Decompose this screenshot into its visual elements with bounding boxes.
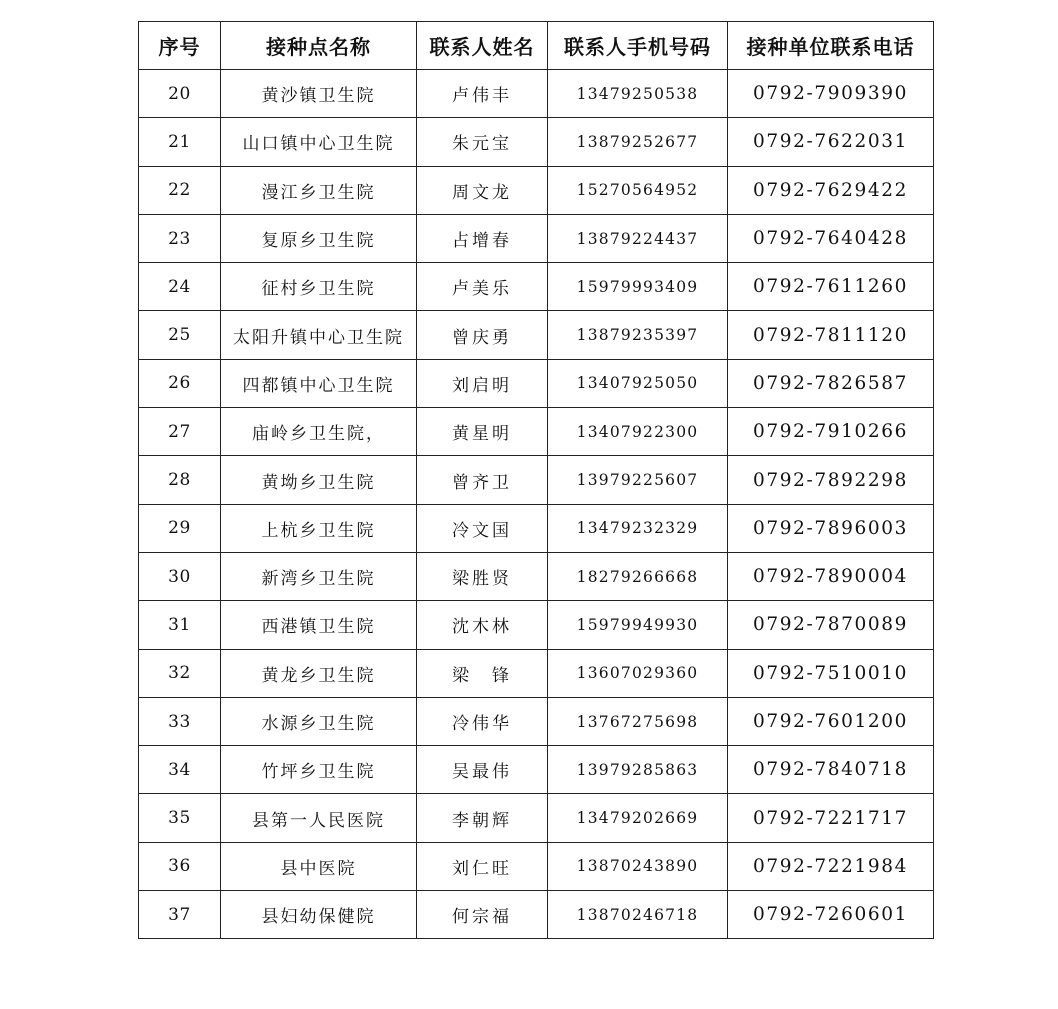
- cell-contact-mobile: 13479202669: [548, 794, 728, 842]
- cell-site-name: 复原乡卫生院: [221, 214, 417, 262]
- table-header-row: [139, 22, 934, 70]
- cell-contact-mobile: 15979949930: [548, 601, 728, 649]
- cell-unit-phone: 0792-7811120: [728, 311, 934, 359]
- cell-seq: 24: [139, 263, 221, 311]
- cell-seq: 33: [139, 697, 221, 745]
- cell-contact-name: 刘仁旺: [417, 842, 548, 890]
- cell-site-name: 漫江乡卫生院: [221, 166, 417, 214]
- cell-unit-phone: 0792-7910266: [728, 408, 934, 456]
- cell-contact-name: 梁胜贤: [417, 552, 548, 600]
- cell-contact-mobile: 15270564952: [548, 166, 728, 214]
- cell-seq: 21: [139, 118, 221, 166]
- cell-contact-mobile: 13407925050: [548, 359, 728, 407]
- cell-contact-mobile: 13407922300: [548, 408, 728, 456]
- cell-site-name: 太阳升镇中心卫生院: [221, 311, 417, 359]
- cell-contact-mobile: 13879252677: [548, 118, 728, 166]
- header-site-name: 接种点名称: [221, 22, 417, 70]
- header-unit-phone: 接种单位联系电话: [728, 22, 934, 70]
- cell-seq: 29: [139, 504, 221, 552]
- cell-unit-phone: 0792-7510010: [728, 649, 934, 697]
- cell-contact-mobile: 13479250538: [548, 70, 728, 118]
- cell-contact-name: 冷文国: [417, 504, 548, 552]
- table-row: [139, 118, 934, 166]
- cell-site-name: 新湾乡卫生院: [221, 552, 417, 600]
- cell-site-name: 黄坳乡卫生院: [221, 456, 417, 504]
- cell-contact-mobile: 13607029360: [548, 649, 728, 697]
- cell-site-name: 县妇幼保健院: [221, 891, 417, 939]
- cell-contact-name: 卢伟丰: [417, 70, 548, 118]
- table-row: [139, 601, 934, 649]
- cell-site-name: 庙岭乡卫生院，: [221, 408, 417, 456]
- cell-contact-mobile: 13879235397: [548, 311, 728, 359]
- cell-contact-name: 梁 锋: [417, 649, 548, 697]
- table-row: [139, 842, 934, 890]
- cell-seq: 35: [139, 794, 221, 842]
- cell-contact-mobile: 18279266668: [548, 552, 728, 600]
- header-contact-mobile: 联系人手机号码: [548, 22, 728, 70]
- cell-unit-phone: 0792-7909390: [728, 70, 934, 118]
- cell-unit-phone: 0792-7826587: [728, 359, 934, 407]
- table-row: [139, 408, 934, 456]
- header-seq: 序号: [139, 22, 221, 70]
- cell-seq: 28: [139, 456, 221, 504]
- cell-contact-name: 冷伟华: [417, 697, 548, 745]
- cell-contact-name: 李朝辉: [417, 794, 548, 842]
- cell-seq: 34: [139, 746, 221, 794]
- cell-contact-mobile: 13979285863: [548, 746, 728, 794]
- cell-site-name: 县第一人民医院: [221, 794, 417, 842]
- table-row: [139, 552, 934, 600]
- vaccination-site-table: [138, 21, 934, 939]
- cell-contact-name: 沈木林: [417, 601, 548, 649]
- table-row: [139, 166, 934, 214]
- cell-contact-name: 占增春: [417, 214, 548, 262]
- cell-contact-mobile: 13879224437: [548, 214, 728, 262]
- cell-unit-phone: 0792-7890004: [728, 552, 934, 600]
- cell-seq: 32: [139, 649, 221, 697]
- cell-unit-phone: 0792-7601200: [728, 697, 934, 745]
- table-row: [139, 504, 934, 552]
- table-row: [139, 697, 934, 745]
- table-row: [139, 649, 934, 697]
- cell-seq: 36: [139, 842, 221, 890]
- cell-unit-phone: 0792-7629422: [728, 166, 934, 214]
- table-row: [139, 263, 934, 311]
- cell-seq: 23: [139, 214, 221, 262]
- cell-unit-phone: 0792-7840718: [728, 746, 934, 794]
- document-page: [138, 21, 934, 939]
- table-row: [139, 214, 934, 262]
- cell-contact-mobile: 13979225607: [548, 456, 728, 504]
- table-row: [139, 70, 934, 118]
- cell-contact-mobile: 13870243890: [548, 842, 728, 890]
- cell-contact-name: 周文龙: [417, 166, 548, 214]
- table-row: [139, 891, 934, 939]
- cell-unit-phone: 0792-7611260: [728, 263, 934, 311]
- cell-contact-mobile: 13767275698: [548, 697, 728, 745]
- cell-seq: 20: [139, 70, 221, 118]
- cell-unit-phone: 0792-7622031: [728, 118, 934, 166]
- cell-seq: 25: [139, 311, 221, 359]
- cell-unit-phone: 0792-7892298: [728, 456, 934, 504]
- table-row: [139, 746, 934, 794]
- cell-seq: 30: [139, 552, 221, 600]
- cell-contact-mobile: 15979993409: [548, 263, 728, 311]
- cell-unit-phone: 0792-7260601: [728, 891, 934, 939]
- cell-contact-name: 曾庆勇: [417, 311, 548, 359]
- table-row: [139, 456, 934, 504]
- cell-seq: 37: [139, 891, 221, 939]
- cell-site-name: 上杭乡卫生院: [221, 504, 417, 552]
- cell-site-name: 水源乡卫生院: [221, 697, 417, 745]
- cell-unit-phone: 0792-7221717: [728, 794, 934, 842]
- cell-unit-phone: 0792-7896003: [728, 504, 934, 552]
- header-contact-name: 联系人姓名: [417, 22, 548, 70]
- cell-site-name: 竹坪乡卫生院: [221, 746, 417, 794]
- cell-seq: 22: [139, 166, 221, 214]
- cell-contact-name: 吴最伟: [417, 746, 548, 794]
- cell-site-name: 征村乡卫生院: [221, 263, 417, 311]
- cell-site-name: 黄龙乡卫生院: [221, 649, 417, 697]
- cell-contact-name: 何宗福: [417, 891, 548, 939]
- cell-contact-name: 朱元宝: [417, 118, 548, 166]
- cell-contact-name: 黄星明: [417, 408, 548, 456]
- cell-site-name: 县中医院: [221, 842, 417, 890]
- cell-seq: 27: [139, 408, 221, 456]
- cell-site-name: 西港镇卫生院: [221, 601, 417, 649]
- cell-unit-phone: 0792-7870089: [728, 601, 934, 649]
- cell-unit-phone: 0792-7221984: [728, 842, 934, 890]
- table-row: [139, 359, 934, 407]
- cell-unit-phone: 0792-7640428: [728, 214, 934, 262]
- table-row: [139, 311, 934, 359]
- table-body: [139, 70, 934, 939]
- table-row: [139, 794, 934, 842]
- cell-site-name: 黄沙镇卫生院: [221, 70, 417, 118]
- cell-site-name: 四都镇中心卫生院: [221, 359, 417, 407]
- cell-contact-mobile: 13870246718: [548, 891, 728, 939]
- cell-seq: 26: [139, 359, 221, 407]
- cell-contact-name: 刘启明: [417, 359, 548, 407]
- cell-contact-mobile: 13479232329: [548, 504, 728, 552]
- cell-site-name: 山口镇中心卫生院: [221, 118, 417, 166]
- cell-contact-name: 曾齐卫: [417, 456, 548, 504]
- cell-seq: 31: [139, 601, 221, 649]
- cell-contact-name: 卢美乐: [417, 263, 548, 311]
